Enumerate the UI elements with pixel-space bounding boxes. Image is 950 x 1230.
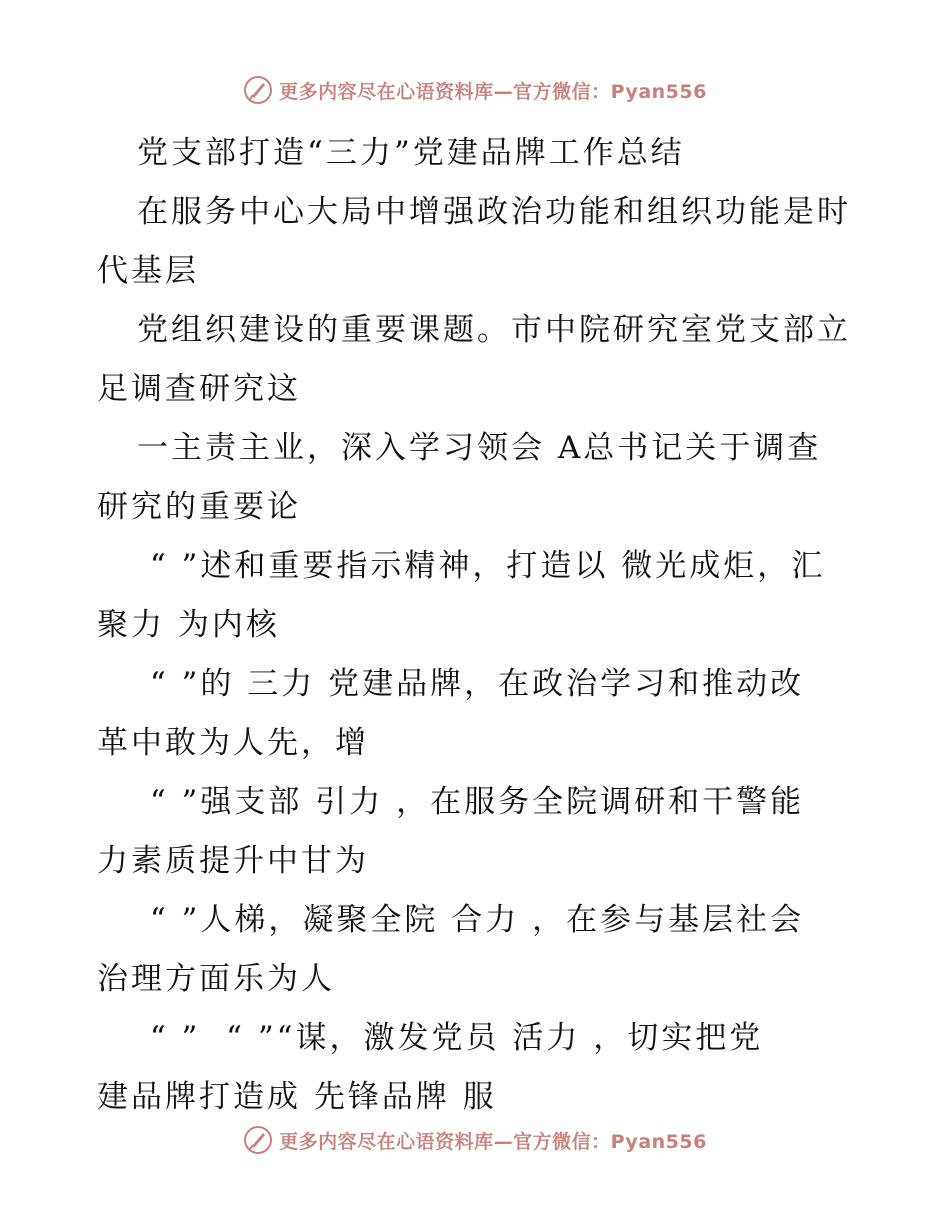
- doc-line: “ ”的 三力 党建品牌，在政治学习和推动改: [137, 666, 805, 702]
- doc-line: 一主责主业，深入学习领会 A总书记关于调查: [137, 430, 822, 466]
- doc-line: 党组织建设的重要课题。市中院研究室党支部立: [137, 312, 851, 348]
- doc-line: 治理方面乐为人: [97, 961, 335, 997]
- doc-line: “ ” “ ”“谋，激发党员 活力 ，切实把党: [137, 1020, 764, 1056]
- doc-line: 革中敢为人先，增: [97, 725, 369, 761]
- doc-line: “ ”人梯，凝聚全院 合力 ，在参与基层社会: [137, 902, 805, 938]
- quill-logo-icon: [243, 75, 273, 105]
- watermark-text: 更多内容尽在心语资料库—官方微信：Pyan556: [279, 80, 707, 103]
- doc-line: 党支部打造“三力”党建品牌工作总结: [137, 135, 685, 171]
- doc-line: “ ”述和重要指示精神，打造以 微光成炬，汇: [137, 548, 826, 584]
- watermark-footer: [0, 1120, 950, 1160]
- doc-line: 研究的重要论: [97, 489, 301, 525]
- doc-line: 代基层: [97, 253, 199, 289]
- doc-line: 足调查研究这: [97, 371, 301, 407]
- doc-line: “ ”强支部 引力 ，在服务全院调研和干警能: [137, 784, 805, 820]
- doc-line: 聚力 为内核: [97, 607, 280, 643]
- quill-logo-icon: [243, 1125, 273, 1155]
- document-body: [97, 124, 857, 1127]
- doc-line: 力素质提升中甘为: [97, 843, 369, 879]
- doc-line: 在服务中心大局中增强政治功能和组织功能是时: [137, 194, 851, 230]
- watermark-text: 更多内容尽在心语资料库—官方微信：Pyan556: [279, 1130, 707, 1153]
- watermark-header: [0, 70, 950, 110]
- doc-line: 建品牌打造成 先锋品牌 服: [97, 1079, 497, 1115]
